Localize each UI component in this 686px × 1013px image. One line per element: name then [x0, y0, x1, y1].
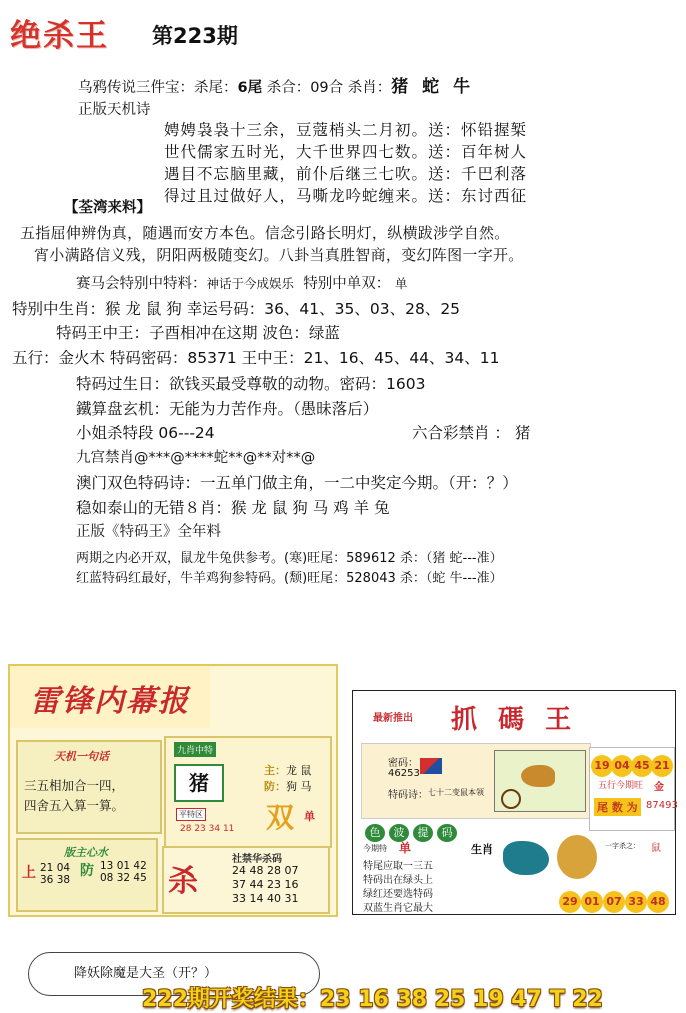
fang-values: 狗 马 — [286, 780, 312, 793]
dan-label: 单 — [399, 841, 412, 855]
zhuama-title: 抓 碼 王 — [451, 705, 578, 735]
poem-line: 得过且过做好人，马嘶龙吟蛇缠来。送：东讨西征 — [164, 187, 528, 205]
password-box — [361, 743, 591, 819]
bottom-ball: 01 — [581, 891, 603, 913]
shuang-char: 双 — [266, 801, 295, 834]
note-line: 两期之内必开双，鼠龙牛兔供参考。(寒)旺尾：589612 杀：（猪 蛇---准） — [76, 551, 503, 566]
horse-icon — [521, 765, 555, 787]
special-label: 特码诗： — [388, 790, 428, 801]
fang-num: 13 01 42 — [100, 860, 147, 872]
logo-icon — [420, 758, 442, 774]
special-text: 七十二变鼠本领 — [428, 788, 484, 797]
poem-line: 双蓝生肖它最大 — [363, 903, 433, 914]
top-ball: 04 — [611, 755, 633, 777]
horse-line — [76, 272, 407, 293]
bottom-ball: 07 — [603, 891, 625, 913]
jiuxiao-title: 九肖中特 — [174, 742, 216, 757]
cloud-text: 降妖除魔是大圣（开？） — [74, 966, 218, 981]
jiuxiao-box — [164, 736, 332, 848]
zhuama-panel — [352, 690, 676, 915]
abacus-line: 鐵算盘玄机：无能为力苦作舟。（愚昧落后） — [76, 400, 379, 418]
banwang-title: 版主心水 — [64, 846, 108, 859]
code-row: 24 48 28 07 — [232, 864, 299, 877]
tail-num: 87493 — [646, 800, 678, 811]
top-ball: 21 — [651, 755, 673, 777]
heaven-line: 三五相加合一四， — [24, 778, 125, 793]
bottom-ball: 33 — [625, 891, 647, 913]
crow-label: 乌鸦传说三件宝：杀尾： — [78, 80, 238, 96]
kill-value: 鼠 — [651, 843, 661, 854]
cart-image — [494, 750, 586, 812]
poem-line: 特码出在绿头上 — [363, 875, 433, 886]
draw-result: 222期开奖结果：23 16 38 25 19 47 T 22 — [142, 987, 603, 1012]
liuhe-line: 六合彩禁肖 ： 猪 — [412, 424, 531, 442]
crow-tail: 6尾 — [237, 80, 263, 96]
poem-line: 世代儒家五时光，大千世界四七数。送：百年树人 — [164, 143, 528, 161]
source-label: 【荃湾来料】 — [64, 200, 151, 216]
tab-color: 色 — [365, 824, 385, 842]
poem-line: 娉娉袅袅十三余，豆蔻梢头二月初。送：怀铅握椠 — [164, 121, 528, 139]
heaven-box — [16, 740, 162, 834]
crow-line — [78, 72, 474, 97]
wheel-icon — [501, 789, 521, 809]
fullyear-line: 正版《特码王》全年料 — [76, 524, 221, 540]
poem-line: 绿红还要选特码 — [363, 889, 433, 900]
tab-hint: 提 — [413, 824, 433, 842]
logo: 绝杀王 — [10, 18, 109, 54]
shengxiao-label: 生肖 — [471, 843, 493, 856]
code-row: 37 44 23 16 — [232, 878, 299, 891]
zhu-values: 龙 鼠 — [286, 764, 312, 777]
heaven-line: 四舍五入算一算。 — [24, 798, 125, 813]
top-ball: 45 — [631, 755, 653, 777]
verse-line: 宵小满路信义残，阴阳两极随变幻。八卦当真胜智商，变幻阵图一字开。 — [34, 246, 524, 264]
shang-num: 21 04 — [40, 862, 71, 874]
horse-label: 赛马会特别中特料： — [76, 276, 207, 292]
zhuama-sub: 最新推出 — [373, 713, 413, 724]
verse-line: 五指屈伸辨伪真，随遇而安方本色。信念引路长明灯，纵横跋涉学自然。 — [20, 224, 510, 242]
wuxing-line: 五行：金火木 特码密码：85371 王中王：21、16、45、44、34、11 — [12, 349, 500, 367]
fang-num: 08 32 45 — [100, 872, 147, 884]
top-ball: 19 — [591, 755, 613, 777]
odd-even-label: 特别中单双： — [303, 276, 391, 292]
issue-number: 第223期 — [152, 24, 238, 48]
ping-label: 平特区 — [176, 808, 206, 821]
big-char: 猪 — [174, 764, 224, 802]
tab-code: 码 — [437, 824, 457, 842]
king-line: 特码王中王：子酉相冲在这期 波色：绿蓝 — [56, 324, 340, 342]
poem-line: 特尾应取一三五 — [363, 861, 433, 872]
bottom-ball: 48 — [647, 891, 669, 913]
code-title: 社禁华杀码 — [232, 854, 282, 865]
password-label: 密码： — [388, 758, 418, 769]
fang2-label: 防 — [80, 863, 94, 879]
dragon-icon — [503, 841, 549, 875]
code-row: 33 14 40 31 — [232, 892, 299, 905]
poem-title: 正版天机诗 — [78, 102, 151, 118]
birthday-line: 特码过生日：欲钱买最受尊敬的动物。密码：1603 — [76, 375, 426, 393]
kill-label: 一字杀之： — [605, 842, 640, 850]
nine-palace-line: 九宫禁肖@***@****蛇**@**对**@ — [76, 450, 316, 466]
miss-line: 小姐杀特段 06---24 — [76, 424, 215, 442]
zodiac-special: 特别中生肖：猴 龙 鼠 狗 幸运号码：36、41、35、03、28、25 — [12, 300, 461, 318]
password-value: 46253 — [388, 768, 420, 779]
odd-even-value: 单 — [394, 276, 408, 291]
shang-label: 上 — [22, 865, 36, 881]
sha-char: 杀 — [168, 864, 198, 899]
macau-line: 澳门双色特码诗：一五单门做主角，一二中奖定今期。（开：？） — [76, 474, 518, 492]
crow-zodiac: 猪 蛇 牛 — [391, 77, 475, 97]
horse-value: 神话于今成娱乐 — [206, 276, 295, 291]
note-line: 红蓝特码红最好，牛羊鸡狗参特码。(颓)旺尾：528043 杀：（蛇 牛---准） — [76, 571, 503, 586]
tail-num-label: 尾 数 为 — [594, 798, 641, 816]
code-box — [162, 846, 330, 914]
tai-line: 稳如泰山的无错８肖：猴 龙 鼠 狗 马 鸡 羊 兔 — [76, 499, 390, 517]
bottom-ball: 29 — [559, 891, 581, 913]
heaven-title: 天机一句话 — [54, 750, 109, 763]
fang-label: 防： — [264, 780, 286, 793]
zhu-label: 主： — [264, 764, 286, 777]
jin-label: 今期特 — [363, 844, 387, 853]
leifeng-title: 雷锋内幕报 — [30, 684, 190, 719]
banwang-box — [16, 838, 158, 912]
tab-wave: 波 — [389, 824, 409, 842]
crow-mid: 杀合：09合 杀肖： — [262, 80, 392, 96]
tail-label: 五行今期旺 — [598, 781, 644, 791]
leifeng-panel — [8, 664, 338, 917]
dan-char: 单 — [304, 810, 315, 823]
poem-line: 遇目不忘脑里藏，前仆后继三七吹。送：千巴利落 — [164, 165, 528, 183]
shang-num: 36 38 — [40, 874, 71, 886]
ping-nums: 28 23 34 11 — [180, 824, 235, 834]
tail-value: 金 — [654, 782, 664, 793]
mouse-icon — [557, 835, 597, 879]
